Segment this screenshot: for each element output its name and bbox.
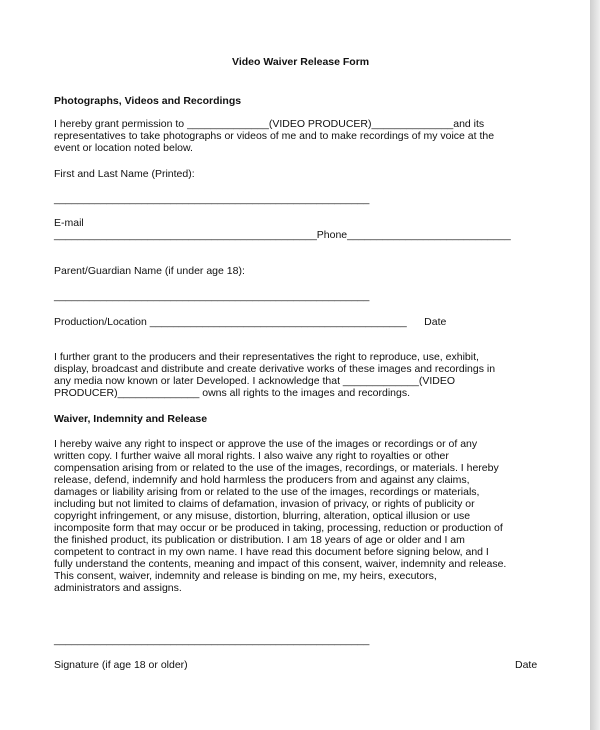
grant-paragraph: I further grant to the producers and their representatives the right to reproduce, use, exhibit, display, broadcast and distribute and create derivative works of these images and recordings in any media now known or later Developed. I acknowledge that _____________(VIDEO PRODUCER)______________ owns all rights to the images and recordings. xyxy=(54,351,496,399)
guardian-line[interactable]: ______________________________________________________ xyxy=(54,290,370,302)
name-line[interactable]: ______________________________________________________ xyxy=(54,193,370,205)
permission-line-1: I hereby grant permission to ______________(VIDEO PRODUCER)______________and its xyxy=(54,118,485,130)
page-edge-shadow xyxy=(590,0,600,730)
form-title: Video Waiver Release Form xyxy=(232,56,370,68)
signature-line[interactable]: ______________________________________________________ xyxy=(54,634,370,646)
name-label: First and Last Name (Printed): xyxy=(54,168,195,180)
permission-line-3: event or location noted below. xyxy=(54,142,193,154)
section-heading-waiver: Waiver, Indemnity and Release xyxy=(54,413,208,425)
section-heading-photographs: Photographs, Videos and Recordings xyxy=(54,95,242,107)
email-label: E-mail xyxy=(54,217,84,229)
production-location-line[interactable]: Production/Location ____________________________________________ Date xyxy=(54,316,447,328)
email-phone-line[interactable]: _____________________________________________Phone____________________________ xyxy=(54,229,511,241)
permission-line-2: representatives to take photographs or videos of me and to make recordings of my voice at the xyxy=(54,130,495,142)
guardian-label: Parent/Guardian Name (if under age 18): xyxy=(54,265,245,277)
signature-label: Signature (if age 18 or older) xyxy=(54,659,188,671)
waiver-paragraph: I hereby waive any right to inspect or approve the use of the images or recordings or of any written copy. I further waive all moral rights. I also waive any right to royalties or other compensation arising from or related to the use of the images, recordings, or materials. I hereby release, defend, indemnify and hold harmless the producers from and against any claims, damages or liability arising from or related to the use of the images, recordings or materials, including but not limited to claims of defamation, invasion of privacy, or rights of publicity or copyright infringement, or any misuse, distortion, blurring, alteration, optical illusion or use incomposite form that may occur or be produced in taking, processing, reduction or production of the finished product, its publication or distribution. I am 18 years of age or older and I am competent to contract in my own name. I have read this document before signing below, and I fully understand the contents, meaning and impact of this consent, waiver, indemnity and release. This consent, waiver, indemnity and release is binding on me, my heirs, executors, administrators and assigns. xyxy=(54,438,507,594)
signature-date-label: Date xyxy=(515,659,538,671)
